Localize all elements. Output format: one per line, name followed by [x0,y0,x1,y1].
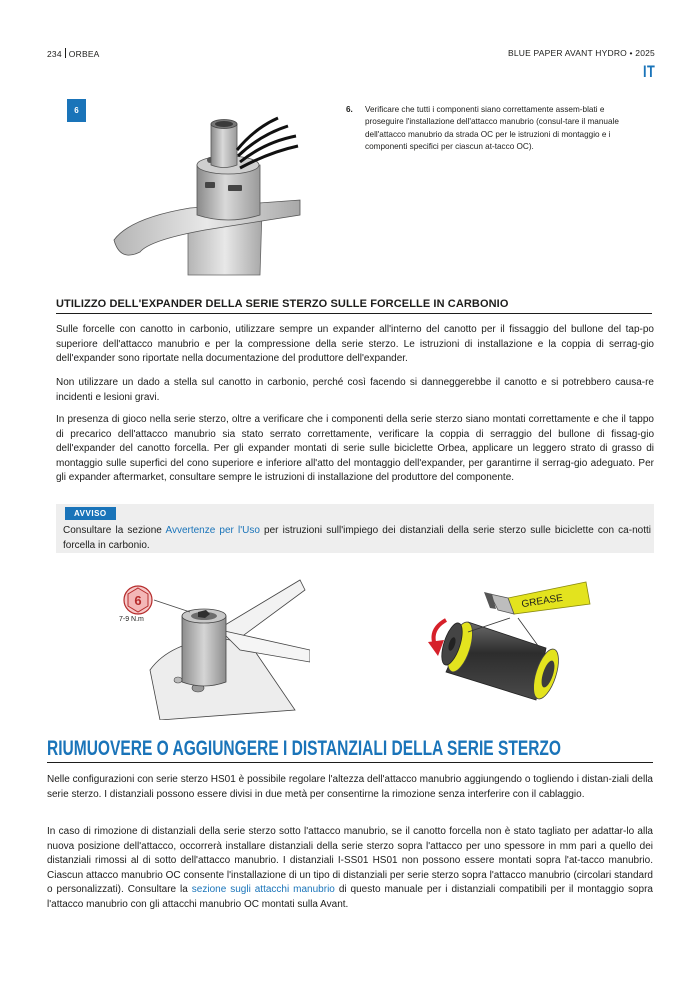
notice-tag: AVVISO [65,507,116,520]
header-divider [65,48,66,58]
step-instruction [346,104,636,154]
step-badge: 6 [67,99,86,122]
expander-section-title: UTILIZZO DELL'EXPANDER DELLA SERIE STERZO SULLE FORCELLE IN CARBONIO [56,298,652,314]
torque-value: 7-9 N.m [119,616,144,623]
spacers-paragraph-1: Nelle configurazioni con serie sterzo HS01 è possibile regolare l'altezza dell'attacco manubrio aggiungendo o togliendo i distan-ziali della serie sterzo. I distanziali possono essere divisi in due metà per consentirne la rimozione senza interferire con il cablaggio. [47,774,653,800]
expander-paragraph-3: In presenza di gioco nella serie sterzo, oltre a verificare che i componenti della serie sterzo siano montati correttamente e che il tappo di precarico dell'attacco manubrio sia stato serrato correttamente, verificare la coppia di serraggio del bullone di fissag-gio dell'expander del canotto forcella. Per gli expander montati di serie sulle biciclette Orbea, applicare un leggero strato di grasso di montaggio sulle superfici del cono superiore e inferiore all'atto del montaggio dell'expander, per garantirne il serrag-gio adeguato. Per gli expander aftermarket, consultare sempre le istruzioni di installazione del produttore del componente. [56,414,654,483]
step-text: Verificare che tutti i componenti siano correttamente assem-blati e proseguire l'installazione dell'attacco manubrio (consul-tare il manuale dell'attacco manubrio da strada OC per le istruzioni di montaggio e i componenti specifici per ciascun at-tacco OC). [365,105,619,152]
stem-section-link[interactable]: sezione sugli attacchi manubrio [191,884,335,895]
grease-expander-illustration [418,572,598,712]
page-header-left [47,48,100,59]
language-code: IT [642,62,655,81]
notice-text-after: per istruzioni sull'impiego dei distanziali della serie sterzo sulle biciclette con ca-notti forcella in carbonio. [63,525,651,551]
stem-assembly-illustration [110,90,310,280]
grease-label: GREASE [520,592,564,611]
spacers-section-title-text: RIUMUOVERE O AGGIUNGERE I DISTANZIALI DELLA SERIE STERZO [47,737,561,760]
notice-text-before: Consultare la sezione [63,525,166,536]
notice-box [56,504,654,553]
notice-text [63,524,651,553]
torque-badge-number: 6 [134,593,142,608]
notice-link[interactable]: Avvertenze per l'Uso [165,525,260,536]
expander-torque-illustration [110,570,310,720]
spacers-section-title [47,737,653,763]
page-number: 234 [47,49,62,59]
spacers-paragraph-2-before: In caso di rimozione di distanziali della serie sterzo sotto l'attacco manubrio, se il canotto forcella non è stato tagliato per adattar-lo alla nuova posizione dell'attacco, occorrerà installare distanziali della serie sterzo sopra l'attacco per uno spessore in mm pari a quello dei distanziali rimossi al di sotto dell'attacco manubrio. I distanziali I-SS01 HS01 non possono essere montati sopra l'at-tacco manubrio. Ciascun attacco manubrio OC consente l'installazione di un tipo di distanziali per serie sterzo sopra l'attacco manubrio (circolari standard o personalizzati). Consultare la [47,826,653,895]
document-title: BLUE PAPER AVANT HYDRO • 2025 [507,48,655,58]
expander-paragraph-1: Sulle forcelle con canotto in carbonio, utilizzare sempre un expander all'interno del canotto per il fissaggio del bullone del tap-po superiore dell'attacco manubrio e per la compressione della serie sterzo. Le istruzioni di installazione e la coppia di serrag-gio dell'expander sono riportate nella documentazione del produttore dell'expander. [56,324,654,364]
spacers-paragraph-2 [47,825,653,912]
brand-name: ORBEA [68,49,100,59]
spacers-paragraph-2-after: di questo manuale per i distanziali compatibili per il montaggio sopra l'attacco manubrio con gli attacchi manubrio OC montati sulla Avant. [47,884,653,910]
step-number: 6. [346,105,353,114]
expander-paragraph-2: Non utilizzare un dado a stella sul canotto in carbonio, perché così facendo si danneggerebbe il canotto e si potrebbero causa-re incidenti e lesioni gravi. [56,377,654,403]
